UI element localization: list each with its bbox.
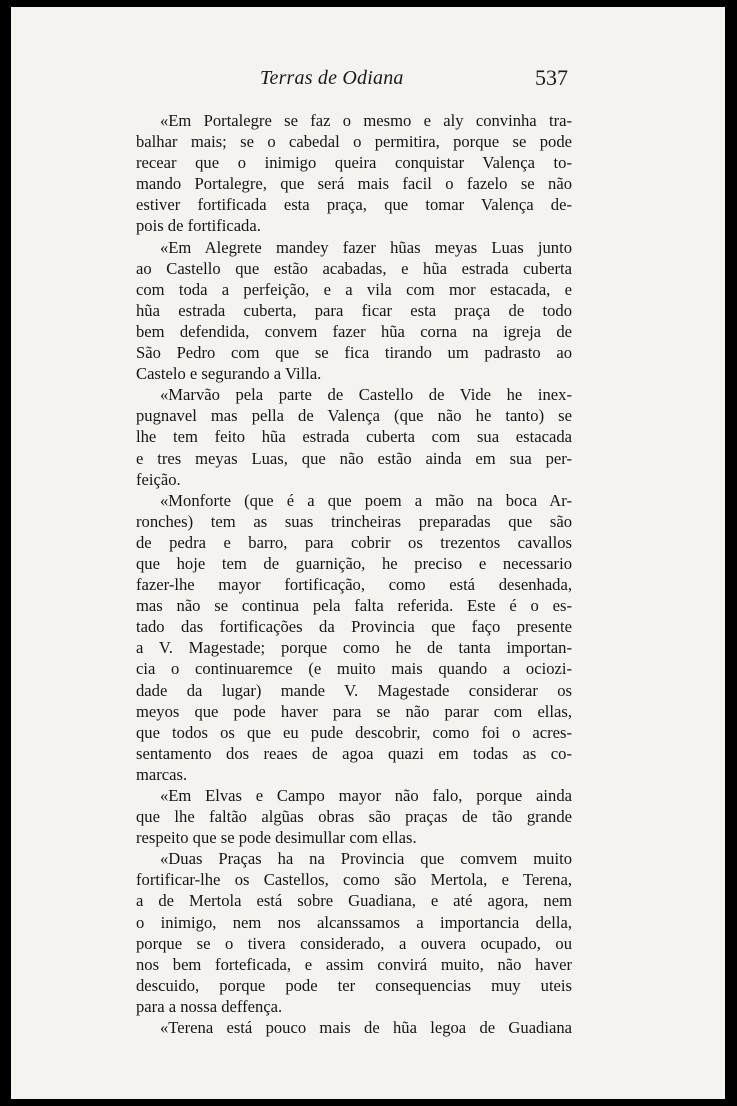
text-line: para a nossa deffença. <box>136 996 283 1016</box>
body-text <box>136 110 572 1038</box>
text-line: balhar mais; se o cabedal o permitira, porque se pode <box>136 132 572 152</box>
text-line: Castelo e segurando a Villa. <box>136 364 322 384</box>
text-line: «Em Portalegre se faz o mesmo e aly convinha tra- <box>160 111 572 130</box>
text-line: marcas. <box>136 764 188 784</box>
page-number: 537 <box>535 65 568 90</box>
text-line: ronches) tem as suas trincheiras preparadas que são <box>136 511 572 531</box>
page-header <box>11 65 725 95</box>
text-line: São Pedro com que se fica tirando um padrasto ao <box>136 343 572 363</box>
text-line: mando Portalegre, que será mais facil o fazelo se não <box>136 174 572 194</box>
text-line: meyos que pode haver para se não parar com ellas, <box>136 701 572 721</box>
text-line: descuido, porque pode ter consequencias muy uteis <box>136 975 572 995</box>
text-line: que hoje tem de guarnição, he preciso e necessario <box>136 553 572 573</box>
text-line: «Duas Praças ha na Provincia que comvem muito <box>160 849 572 869</box>
text-line: porque se o tivera considerado, a ouvera ocupado, ou <box>136 933 572 953</box>
text-line: «Em Elvas e Campo mayor não falo, porque ainda <box>160 786 572 805</box>
text-line: pois de fortificada. <box>136 216 261 236</box>
text-line: com toda a perfeição, e a vila com mor estacada, e <box>136 279 572 299</box>
text-line: ao Castello que estão acabadas, e hũa estrada cuberta <box>136 258 572 278</box>
text-line: estiver fortificada esta praça, que tomar Valença de- <box>136 195 572 215</box>
text-line: lhe tem feito hũa estrada cuberta com sua estacada <box>136 427 572 447</box>
text-line: bem defendida, convem fazer hũa corna na igreja de <box>136 321 572 341</box>
text-line: respeito que se pode desimullar com ellas. <box>136 828 417 848</box>
running-title: Terras de Odiana <box>260 67 404 89</box>
text-line: fazer-lhe mayor fortificação, como está desenhada, <box>136 575 572 595</box>
text-line: hũa estrada cuberta, para ficar esta praça de todo <box>136 300 572 320</box>
text-line: o inimigo, nem nos alcanssamos a importancia della, <box>136 912 572 932</box>
text-line: de pedra e barro, para cobrir os trezentos cavallos <box>136 532 572 552</box>
text-line: tado das fortificações da Provincia que faço presente <box>136 617 572 637</box>
text-line: que lhe faltão algũas obras são praças de tão grande <box>136 807 572 827</box>
text-line: e tres meyas Luas, que não estão ainda em sua per- <box>136 448 572 468</box>
text-line: «Em Alegrete mandey fazer hũas meyas Luas junto <box>160 237 572 257</box>
text-line: a de Mertola está sobre Guadiana, e até agora, nem <box>136 891 572 911</box>
text-line: nos bem forteficada, e assim convirá muito, não haver <box>136 954 572 974</box>
text-line: fortificar-lhe os Castellos, como são Mertola, e Terena, <box>136 870 572 890</box>
book-page <box>11 7 725 1099</box>
text-line: «Monforte (que é a que poem a mão na boca Ar- <box>160 490 572 510</box>
text-line: feição. <box>136 469 181 489</box>
text-line: pugnavel mas pella de Valença (que não he tanto) se <box>136 406 572 426</box>
text-line: «Terena está pouco mais de hũa legoa de Guadiana <box>160 1018 572 1038</box>
text-line: cia o continuaremce (e muito mais quando a ociozi- <box>136 659 572 679</box>
text-line: «Marvão pela parte de Castello de Vide he inex- <box>160 385 572 405</box>
text-line: dade da lugar) mande V. Magestade considerar os <box>136 680 572 700</box>
text-line: mas não se continua pela falta referida. Este é o es- <box>136 596 572 616</box>
text-line: recear que o inimigo queira conquistar Valença to- <box>136 153 572 173</box>
text-line: sentamento dos reaes de agoa quazi em todas as co- <box>136 743 572 763</box>
text-line: que todos os que eu pude descobrir, como foi o acres- <box>136 722 572 742</box>
text-line: a V. Magestade; porque como he de tanta importan- <box>136 638 572 658</box>
